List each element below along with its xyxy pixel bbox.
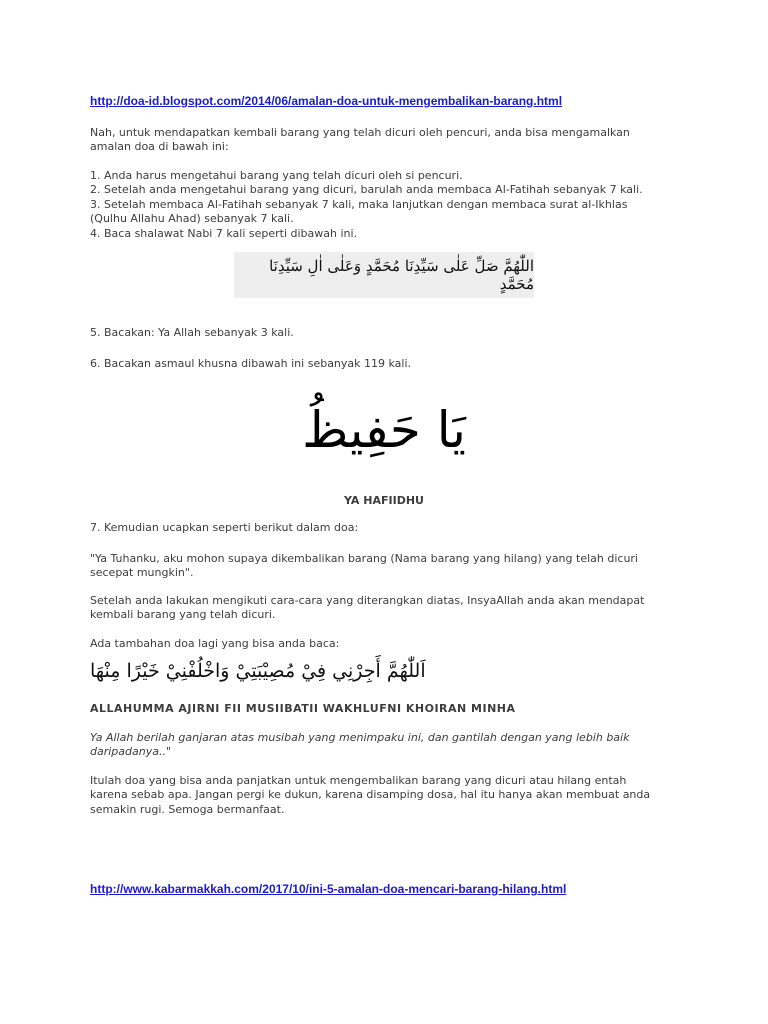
doa-translation xyxy=(90,731,678,760)
intro-paragraph xyxy=(90,126,678,155)
step-4: 4. Baca shalawat Nabi 7 kali seperti dibawah ini. xyxy=(90,226,358,240)
source-link-top[interactable]: http://doa-id.blogspot.com/2014/06/amalan-doa-untuk-mengembalikan-barang.html xyxy=(90,94,563,108)
quote-line: "Ya Tuhanku, aku mohon supaya dikembalikan barang (Nama barang yang hilang) yang telah dicuri xyxy=(90,552,638,565)
steps-list xyxy=(90,169,678,241)
closing-paragraph xyxy=(90,774,678,817)
intro-line: amalan doa di bawah ini: xyxy=(90,140,229,154)
quote-line: secepat mungkin". xyxy=(90,566,194,580)
step-3-cont: (Qulhu Allahu Ahad) sebanyak 7 kali. xyxy=(90,212,294,226)
intro-line: Nah, untuk mendapatkan kembali barang yang telah dicuri oleh pencuri, anda bisa mengamalkan xyxy=(90,126,630,139)
step-7: 7. Kemudian ucapkan seperti berikut dalam doa: xyxy=(90,521,359,534)
source-link-bottom[interactable]: http://www.kabarmakkah.com/2017/10/ini-5-amalan-doa-mencari-barang-hilang.html xyxy=(90,882,567,896)
shalawat-calligraphy-image xyxy=(234,252,534,298)
asmaul-caption: YA HAFIIDHU xyxy=(344,494,424,507)
doa-latin-heading: ALLAHUMMA AJIRNI FII MUSIIBATII WAKHLUFNI KHOIRAN MINHA xyxy=(90,702,516,715)
translation-line: daripadanya.." xyxy=(90,745,172,759)
closing-line: Itulah doa yang bisa anda panjatkan untuk mengembalikan barang yang dicuri atau hilang entah xyxy=(90,774,627,787)
after-line: kembali barang yang telah dicuri. xyxy=(90,608,276,622)
shalawat-arabic-text: اللّٰهُمَّ صَلِّ عَلٰى سَيِّدِنَا مُحَمَّدٍ وَعَلٰى اٰلِ سَيِّدِنَا مُحَمَّدٍ xyxy=(269,257,534,293)
additional-doa-intro: Ada tambahan doa lagi yang bisa anda baca: xyxy=(90,637,340,650)
translation-line: Ya Allah berilah ganjaran atas musibah yang menimpaku ini, dan gantilah dengan yang lebih baik xyxy=(90,731,630,744)
step-5: 5. Bacakan: Ya Allah sebanyak 3 kali. xyxy=(90,326,294,339)
closing-line: karena sebab apa. Jangan pergi ke dukun, karena disamping dosa, hal itu hanya akan membuat anda xyxy=(90,788,651,802)
doa-arabic-text: اَللّٰهُمَّ أَجِرْنِي فِيْ مُصِيْبَتِيْ وَاخْلُفْنِيْ خَيْرًا مِنْهَا xyxy=(90,660,426,682)
step-3: 3. Setelah membaca Al-Fatihah sebanyak 7 kali, maka lanjutkan dengan membaca surat al-Ikhlas xyxy=(90,197,628,211)
asmaul-calligraphy-image: يَا حَفِيظُ xyxy=(302,401,466,459)
after-paragraph xyxy=(90,594,678,623)
step-1: 1. Anda harus mengetahui barang yang telah dicuri oleh si pencuri. xyxy=(90,169,463,182)
doa-quote xyxy=(90,552,678,581)
step-2: 2. Setelah anda mengetahui barang yang dicuri, barulah anda membaca Al-Fatihah sebanyak 7 kali. xyxy=(90,183,643,197)
closing-line: semakin rugi. Semoga bermanfaat. xyxy=(90,802,285,816)
step-6: 6. Bacakan asmaul khusna dibawah ini sebanyak 119 kali. xyxy=(90,357,412,370)
after-line: Setelah anda lakukan mengikuti cara-cara yang diterangkan diatas, InsyaAllah anda akan mendapat xyxy=(90,594,645,607)
